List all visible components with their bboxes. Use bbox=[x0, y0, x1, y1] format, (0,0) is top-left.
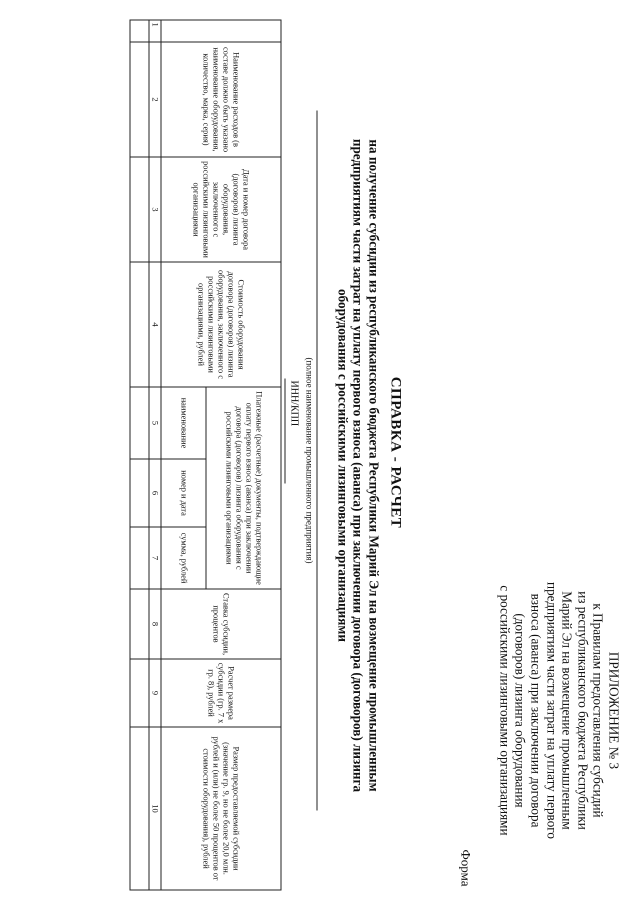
column-number: 10 bbox=[149, 727, 161, 890]
column-number: 4 bbox=[149, 262, 161, 387]
column-number: 7 bbox=[149, 527, 161, 589]
header-col6: номер и дата bbox=[161, 459, 206, 527]
column-number: 5 bbox=[149, 387, 161, 459]
column-number-row bbox=[149, 20, 161, 890]
header-col7: сумма, рублей bbox=[161, 527, 206, 589]
subtitle-line: на получение субсидии из республиканского бюджета Республики Марий Эл на возмещение промышленным bbox=[366, 138, 381, 792]
table-cell bbox=[130, 262, 149, 387]
table-cell bbox=[130, 727, 149, 890]
document-subtitle bbox=[335, 70, 382, 860]
header-col10: Размер предоставляемой субсидии (значение гр. 9, но не более 20,0 млн. рублей и (или) не более 50 процентов от стоимости оборудования), рублей bbox=[161, 727, 281, 890]
appendix-number: ПРИЛОЖЕНИЕ № 3 bbox=[606, 651, 621, 769]
table-cell bbox=[130, 42, 149, 157]
column-number: 6 bbox=[149, 459, 161, 527]
column-number: 8 bbox=[149, 589, 161, 659]
company-name-caption: (полное наименование промышленного предприятия) bbox=[304, 356, 314, 564]
appendix-block bbox=[496, 520, 621, 900]
header-payment-group: Платежные (расчетные) документы, подтверждающие оплату первого взноса (аванса) при заключении договора (договоров) лизинга оборудования с российскими лизинговыми организациями bbox=[206, 387, 281, 589]
header-col8: Ставка субсидии, процентов bbox=[161, 589, 281, 659]
inn-kpp-label: ИНН/КПП bbox=[288, 380, 299, 426]
appendix-line: (договоров) лизинга оборудования bbox=[512, 612, 528, 808]
appendix-line: взноса (аванса) при заключении договора bbox=[528, 593, 544, 827]
document-title: СПРАВКА - РАСЧЕТ bbox=[387, 376, 403, 528]
column-number: 9 bbox=[149, 659, 161, 727]
column-number: 2 bbox=[149, 42, 161, 157]
header-col3: Дата и номер договора (договоров) лизинга оборудования, заключенного с российскими лизинговыми организациями bbox=[161, 157, 281, 262]
appendix-line: из республиканского бюджета Республики bbox=[574, 590, 590, 830]
table-cell bbox=[130, 157, 149, 262]
table-cell bbox=[130, 459, 149, 527]
column-number: 3 bbox=[149, 157, 161, 262]
table-cell bbox=[130, 387, 149, 459]
inn-kpp-line bbox=[284, 378, 285, 483]
table-cell bbox=[130, 659, 149, 727]
table-row bbox=[130, 20, 149, 890]
header-col4: Стоимость оборудования договора (договоров) лизинга оборудования, заключенного с российскими лизинговыми организациями, рублей bbox=[161, 262, 281, 387]
company-name-line bbox=[316, 110, 317, 810]
table-cell bbox=[130, 589, 149, 659]
subtitle-line: предприятиям части затрат на уплату первого взноса (аванса) при заключении договора (договоров) лизинга bbox=[350, 138, 366, 792]
header-col2: Наименование расходов (в составе должно быть указано наименование оборудования, количество, марка, серия) bbox=[161, 42, 281, 157]
form-label: Форма bbox=[458, 849, 473, 886]
header-col9: Расчет размера субсидии (гр. 7 x гр. 8), рублей bbox=[161, 659, 281, 727]
header-col5: наименование bbox=[161, 387, 206, 459]
appendix-line: Марий Эл на возмещение промышленным bbox=[559, 590, 575, 830]
appendix-line: предприятиям части затрат на уплату первого bbox=[543, 581, 559, 839]
appendix-line: с российскими лизинговыми организациями bbox=[496, 584, 512, 836]
subtitle-line: оборудования с российскими лизинговыми организациями bbox=[335, 288, 350, 642]
column-number: 1 bbox=[149, 20, 161, 42]
table-cell bbox=[130, 527, 149, 589]
calculation-table bbox=[129, 19, 281, 890]
header-col1 bbox=[161, 20, 281, 42]
appendix-line: к Правилам предоставления субсидий bbox=[590, 602, 606, 818]
table-header-row bbox=[206, 20, 281, 890]
table-cell bbox=[130, 20, 149, 42]
